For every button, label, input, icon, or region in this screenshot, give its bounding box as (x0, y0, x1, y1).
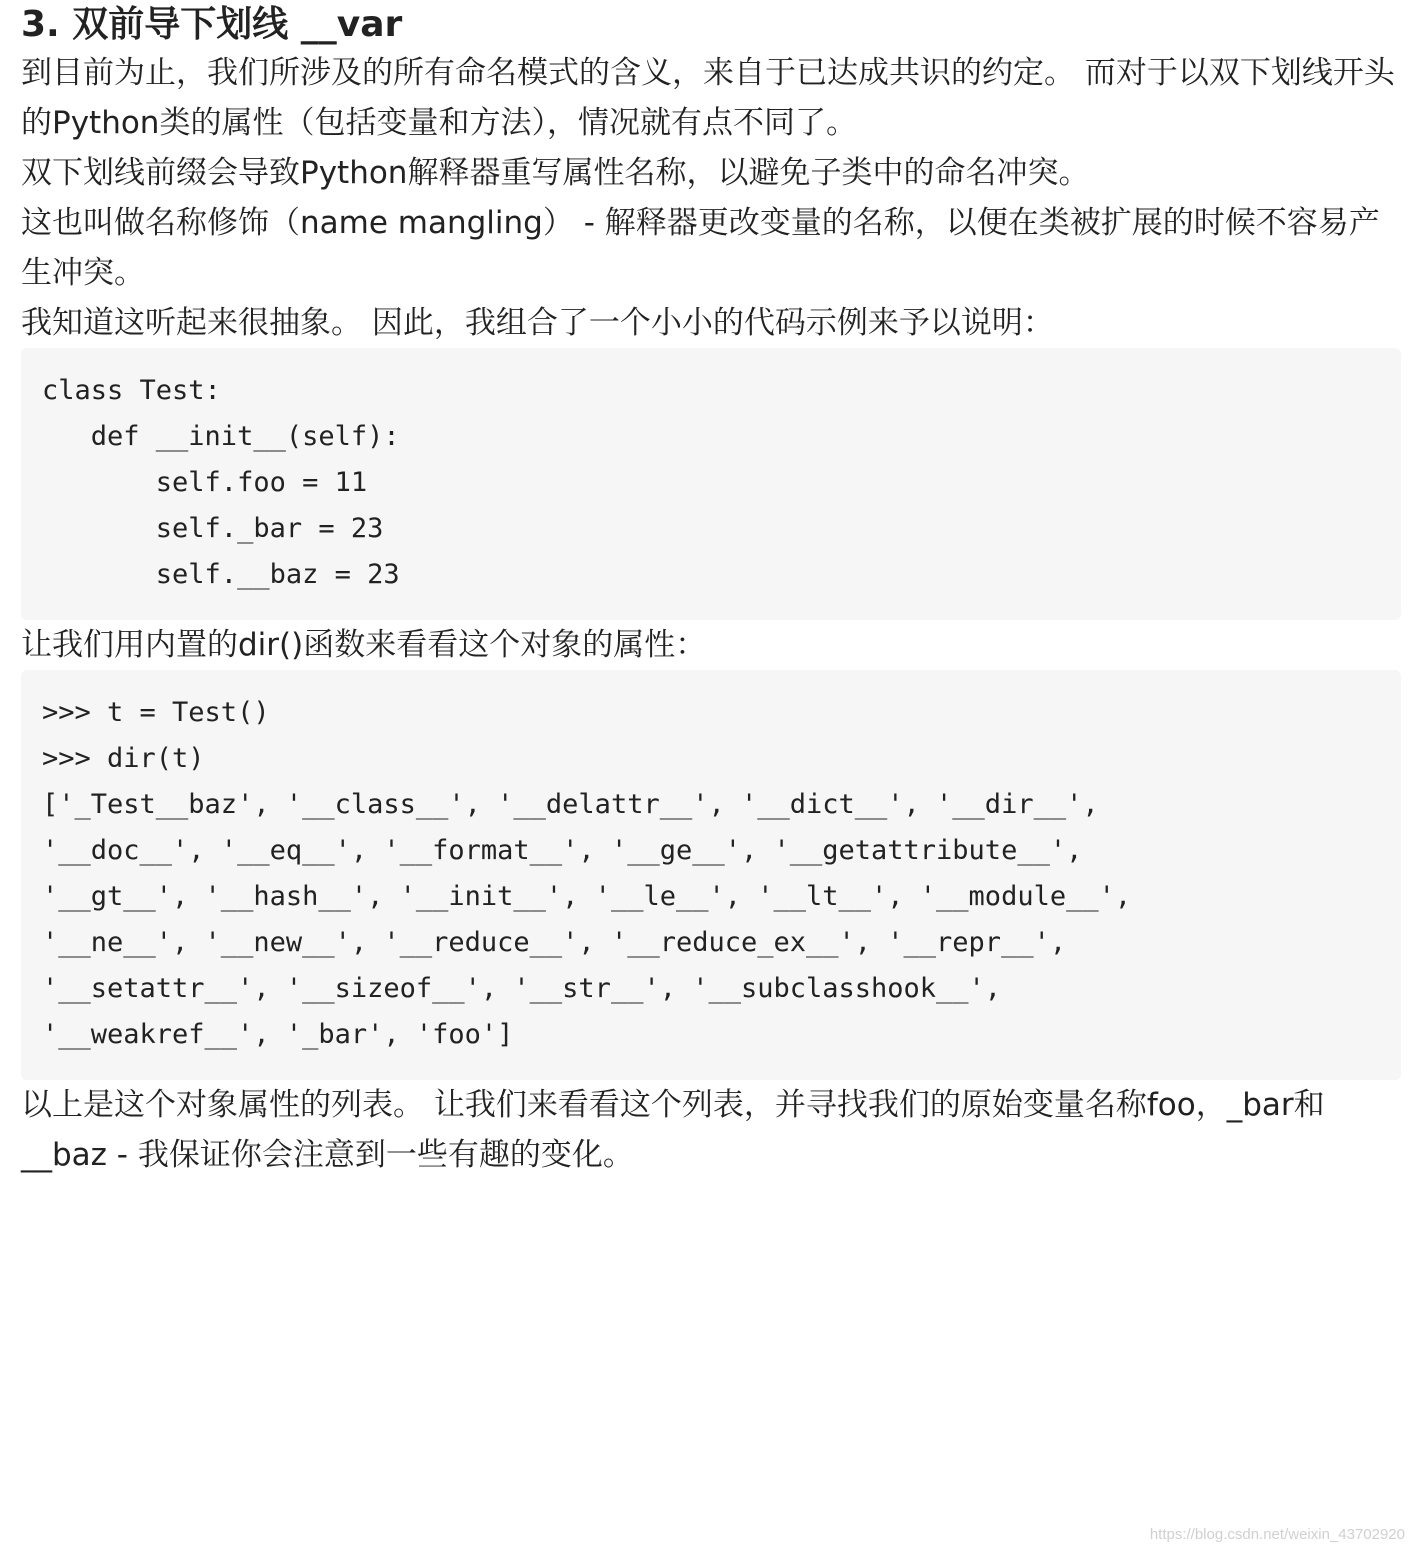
code-line: self._bar = 23 (42, 513, 384, 544)
code-line: self.foo = 11 (42, 467, 368, 498)
code-line: >>> t = Test() (42, 697, 270, 728)
paragraph-name-mangling: 这也叫做名称修饰（name mangling） - 解释器更改变量的名称，以便在类被扩展的时候不容易产生冲突。 (21, 205, 1380, 291)
code-line: def __init__(self): (42, 421, 400, 452)
code-line: class Test: (42, 375, 221, 406)
code-line: '__setattr__', '__sizeof__', '__str__', '__subclasshook__', (42, 973, 1002, 1004)
paragraph-prefix-effect: 双下划线前缀会导致Python解释器重写属性名称，以避免子类中的命名冲突。 (21, 155, 1090, 191)
paragraph-dir-intro: 让我们用内置的dir()函数来看看这个对象的属性： (21, 627, 707, 663)
code-line: '__ne__', '__new__', '__reduce__', '__reduce_ex__', '__repr__', (42, 927, 1067, 958)
code-line: >>> dir(t) (42, 743, 205, 774)
code-line: '__weakref__', '_bar', 'foo'] (42, 1019, 514, 1050)
paragraph-intro: 到目前为止，我们所涉及的所有命名模式的含义，来自于已达成共识的约定。 而对于以双下划线开头的Python类的属性（包括变量和方法），情况就有点不同了。 (21, 55, 1395, 141)
watermark: https://blog.csdn.net/weixin_43702920 (1149, 1526, 1405, 1543)
code-line: self.__baz = 23 (42, 559, 400, 590)
code-line: ['_Test__baz', '__class__', '__delattr__', '__dict__', '__dir__', (42, 789, 1099, 820)
paragraph-example-intro: 我知道这听起来很抽象。 因此，我组合了一个小小的代码示例来予以说明： (21, 305, 1054, 341)
code-line: '__gt__', '__hash__', '__init__', '__le__', '__lt__', '__module__', (42, 881, 1132, 912)
article (21, 0, 1401, 1180)
code-block-dir-output (21, 670, 1401, 1080)
section-title: 3. 双前导下划线 __var (21, 4, 403, 45)
paragraph-conclusion: 以上是这个对象属性的列表。 让我们来看看这个列表，并寻找我们的原始变量名称foo，_bar和__baz - 我保证你会注意到一些有趣的变化。 (21, 1087, 1325, 1173)
code-line: '__doc__', '__eq__', '__format__', '__ge__', '__getattribute__', (42, 835, 1083, 866)
code-block-class-definition (21, 348, 1401, 620)
